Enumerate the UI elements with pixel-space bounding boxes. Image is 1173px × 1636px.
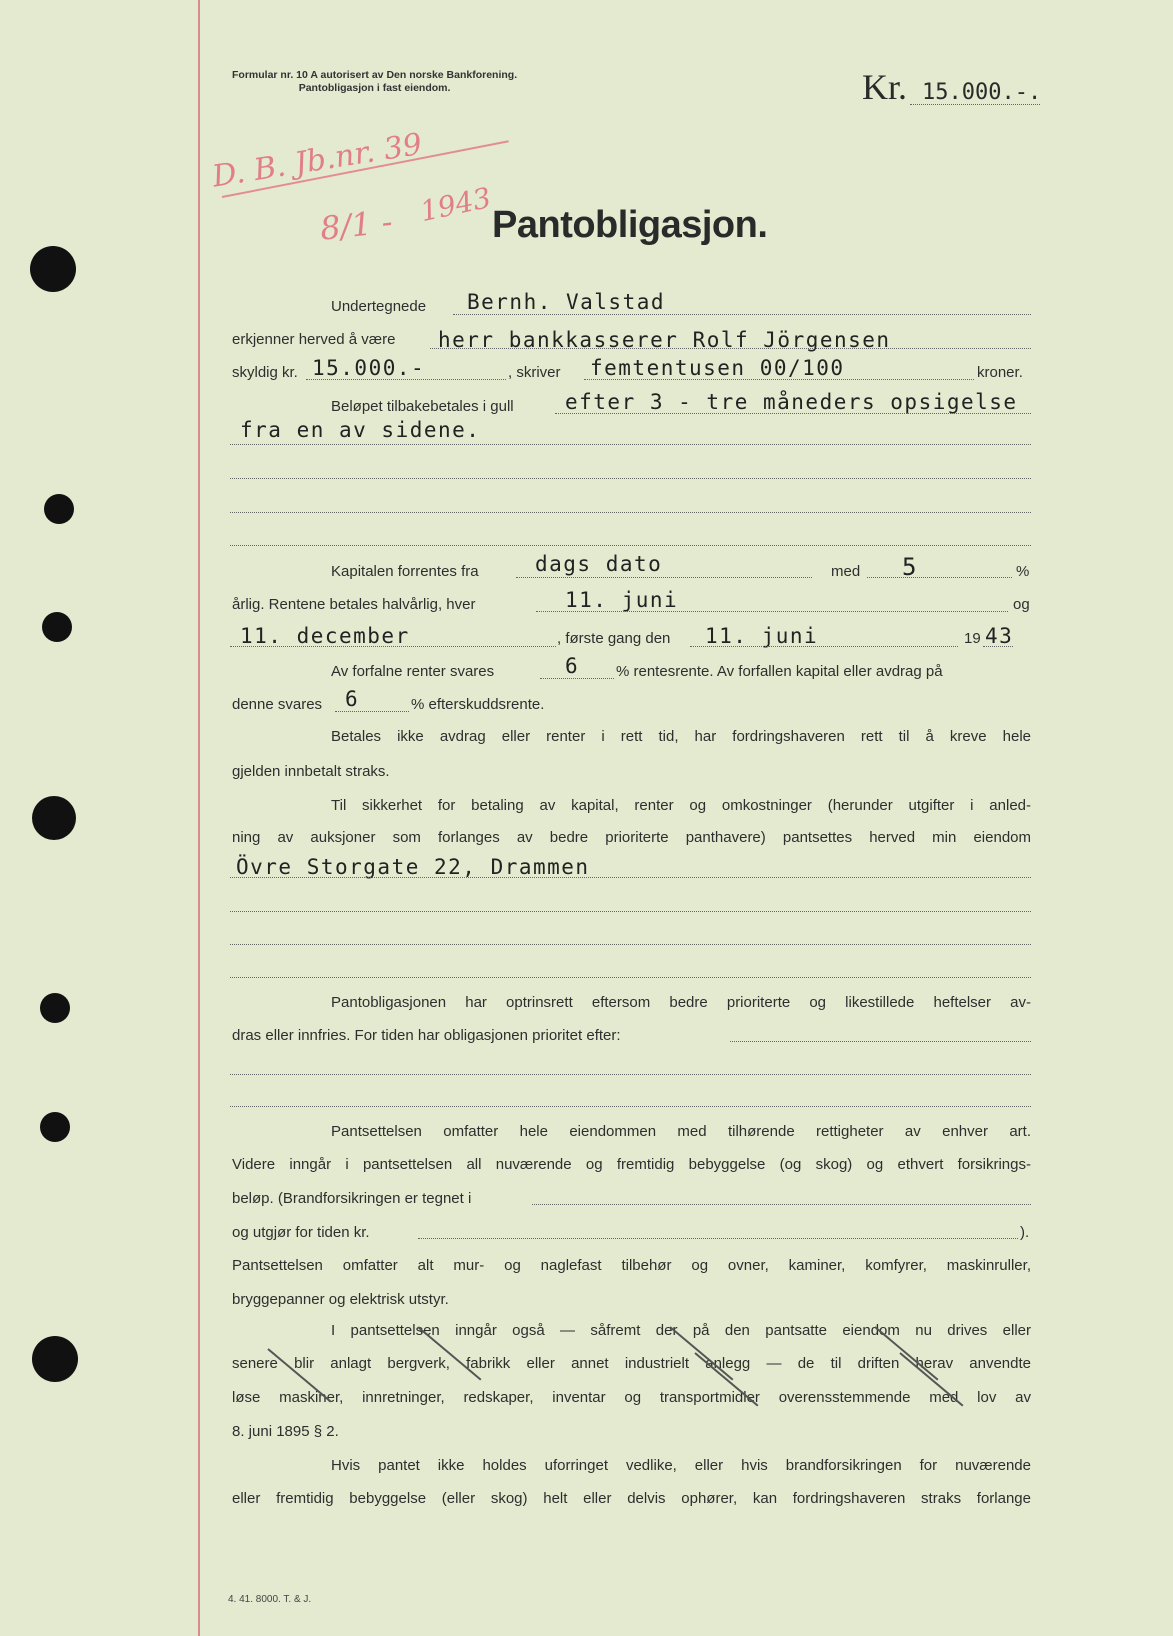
stamp-date-year: 1943 [417, 180, 494, 229]
med-label: med [831, 563, 861, 580]
kapitalen-value: dags dato [535, 552, 663, 576]
prioritet-line-2: dras eller innfries. For tiden har obligasjonen prioritet efter: [232, 1027, 621, 1044]
property-address: Övre Storgate 22, Drammen [236, 855, 590, 879]
sikkerhet-line-2: ning av auksjoner som forlanges av bedre prioriterte panthavere) pantsettes herved min eiendom [232, 829, 1031, 846]
dotted-line [230, 1106, 1031, 1107]
dotted-line [690, 646, 958, 647]
dotted-line [230, 944, 1031, 945]
dotted-line [516, 577, 812, 578]
punch-hole [32, 796, 76, 840]
vedlike-line-1: Hvis pantet ikke holdes uforringet vedlike, eller hvis brandforsikringen for nuværende [331, 1457, 1031, 1474]
betales-line-2: gjelden innbetalt straks. [232, 763, 390, 780]
punch-hole [40, 1112, 70, 1142]
dotted-line [335, 711, 409, 712]
dotted-line [536, 611, 1008, 612]
dotted-line [230, 646, 556, 647]
dotted-line [230, 877, 1031, 878]
creditor-value: herr bankkasserer Rolf Jörgensen [438, 328, 891, 352]
undertegnede-value: Bernh. Valstad [467, 290, 666, 314]
belopet-label: Beløpet tilbakebetales i gull [331, 398, 514, 415]
efterskudd-text: % efterskuddsrente. [411, 696, 545, 713]
punch-hole [42, 612, 72, 642]
punch-hole [30, 246, 76, 292]
term-1-value: 11. juni [565, 588, 679, 612]
dotted-line [730, 1041, 1031, 1042]
forfalne-value: 6 [565, 654, 580, 678]
omfatter-line-5: Pantsettelsen omfatter alt mur- og naglefast tilbehør og ovner, kaminer, komfyrer, maskinruller, [232, 1257, 1031, 1274]
form-authorization [232, 69, 517, 95]
document-title: Pantobligasjon. [492, 204, 768, 246]
dotted-line [230, 444, 1031, 445]
omfatter-line-4-end: ). [1020, 1224, 1030, 1241]
dotted-line [230, 1074, 1031, 1075]
year-suffix: 43 [985, 624, 1014, 648]
dotted-line [230, 977, 1031, 978]
industri-line-2: senere blir anlagt bergverk, fabrikk eller annet industrielt anlegg — de til driften herav anvendte [232, 1355, 1031, 1372]
punch-hole [40, 993, 70, 1023]
denne-label: denne svares [232, 696, 323, 713]
rate-value: 5 [902, 553, 918, 581]
kr-amount: 15.000.-. [922, 80, 1042, 105]
omfatter-line-3: beløp. (Brandforsikringen er tegnet i [232, 1190, 472, 1207]
dotted-line [532, 1204, 1031, 1205]
skyldig-value: 15.000.- [312, 356, 426, 380]
kr-label: Kr. [862, 67, 907, 107]
industri-line-4: 8. juni 1895 § 2. [232, 1423, 339, 1440]
og-label: og [1013, 596, 1030, 613]
registry-stamp [210, 127, 424, 195]
skriver-label: , skriver [508, 364, 561, 381]
registry-number: D. B. Jb.nr. 39 [210, 126, 425, 195]
dotted-line [867, 577, 1012, 578]
arlig-label: årlig. Rentene betales halvårlig, hver [232, 596, 476, 613]
sikkerhet-line-1: Til sikkerhet for betaling av kapital, renter og omkostninger (herunder utgifter i anled- [331, 797, 1031, 814]
punch-hole [44, 494, 74, 524]
year-prefix: 19 [964, 630, 981, 647]
dotted-line [584, 379, 974, 380]
dotted-line [306, 379, 506, 380]
dotted-line [430, 348, 1031, 349]
rentesrente-text: % rentesrente. Av forfallen kapital eller avdrag på [616, 663, 943, 680]
skriver-value: femtentusen 00/100 [590, 356, 845, 380]
undertegnede-label: Undertegnede [331, 298, 427, 315]
dotted-line [230, 545, 1031, 546]
industri-line-3: løse maskiner, innretninger, redskaper, inventar og transportmidler overensstemmende med lov av [232, 1389, 1031, 1406]
belopet-value-1: efter 3 - tre måneders opsigelse [565, 390, 1018, 414]
belopet-value-2: fra en av sidene. [240, 418, 481, 442]
form-line-2: Pantobligasjon i fast eiendom. [298, 82, 451, 94]
first-date-value: 11. juni [705, 624, 819, 648]
forste-label: , første gang den [557, 630, 671, 647]
omfatter-line-2: Videre inngår i pantsettelsen all nuværende og fremtidig bebyggelse (og skog) og ethvert forsikrings- [232, 1156, 1031, 1173]
omfatter-line-1: Pantsettelsen omfatter hele eiendommen med tilhørende rettigheter av enhver art. [331, 1123, 1031, 1140]
omfatter-line-6: bryggepanner og elektrisk utstyr. [232, 1291, 449, 1308]
margin-rule [198, 0, 200, 1636]
prioritet-line-1: Pantobligasjonen har optrinsrett eftersom bedre prioriterte og likestillede heftelser av- [331, 994, 1031, 1011]
punch-hole [32, 1336, 78, 1382]
dotted-line [453, 314, 1031, 315]
dotted-line [555, 413, 1031, 414]
erkjenner-label: erkjenner herved å være [232, 331, 396, 348]
kroner-label: kroner. [977, 364, 1023, 381]
dotted-line [230, 478, 1031, 479]
vedlike-line-2: eller fremtidig bebyggelse (eller skog) helt eller delvis ophører, kan fordringshaveren straks forlange [232, 1490, 1031, 1507]
dotted-line [230, 911, 1031, 912]
print-code: 4. 41. 8000. T. & J. [228, 1594, 312, 1605]
industri-line-1: I pantsettelsen inngår også — såfremt der på den pantsatte eiendom nu drives eller [331, 1322, 1031, 1339]
dotted-line [418, 1238, 1018, 1239]
form-line-1: Formular nr. 10 A autorisert av Den norske Bankforening. [232, 69, 518, 81]
omfatter-line-4: og utgjør for tiden kr. [232, 1224, 370, 1241]
dotted-line [540, 678, 614, 679]
forfalne-label: Av forfalne renter svares [331, 663, 495, 680]
denne-value: 6 [345, 687, 360, 711]
kapitalen-label: Kapitalen forrentes fra [331, 563, 479, 580]
dotted-line [230, 512, 1031, 513]
dotted-line [983, 646, 1013, 647]
kr-dotted-line [910, 104, 1040, 105]
betales-line-1: Betales ikke avdrag eller renter i rett tid, har fordringshaveren rett til å kreve hele [331, 728, 1031, 745]
skyldig-label: skyldig kr. [232, 364, 298, 381]
stamp-date-day: 8/1 - [318, 202, 395, 248]
term-2-value: 11. december [240, 624, 410, 648]
rate-percent: % [1016, 563, 1030, 580]
